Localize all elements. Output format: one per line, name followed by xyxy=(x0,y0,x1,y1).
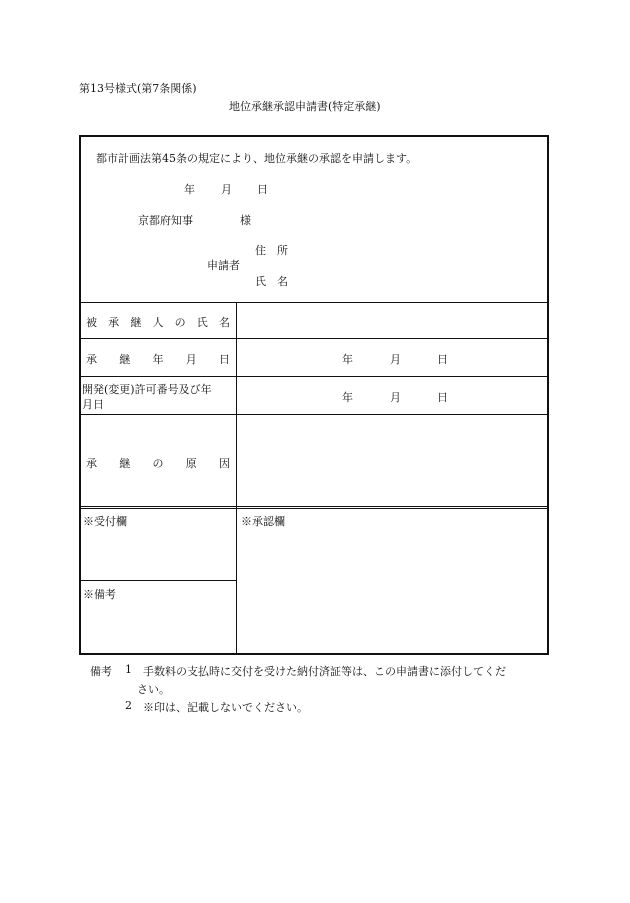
permit-label-line1: 開発(変更)許可番号及び年 xyxy=(82,383,212,396)
note-2-text: ※印は、記載しないでください。 xyxy=(143,701,308,714)
note-1-number: 1 xyxy=(125,663,132,676)
predecessor-name-label: 被 承 継 人 の 氏 名 xyxy=(86,316,230,329)
succession-day-label: 日 xyxy=(437,353,448,366)
divider-applicant-section xyxy=(80,302,548,303)
divider-row-4-double xyxy=(80,508,548,509)
date-month-label: 月 xyxy=(221,183,232,196)
addressee-honorific: 様 xyxy=(240,214,251,227)
date-day-label: 日 xyxy=(257,183,268,196)
permit-label-line2: 月日 xyxy=(82,398,104,411)
notes-label: 備考 xyxy=(90,665,112,678)
date-year-label: 年 xyxy=(184,183,195,196)
divider-row-2 xyxy=(80,376,548,377)
form-title: 地位承継承認申請書(特定承継) xyxy=(229,100,381,113)
divider-row-3 xyxy=(80,414,548,415)
permit-year-label: 年 xyxy=(342,391,353,404)
divider-row-1 xyxy=(80,338,548,339)
succession-cause-label: 承 継 の 原 因 xyxy=(86,457,230,470)
name-label: 氏 名 xyxy=(255,275,288,288)
divider-reception-remarks xyxy=(80,580,236,581)
note-1-text: 手数料の支払時に交付を受けた納付済証等は、この申請書に添付してくだ xyxy=(143,665,506,678)
permit-day-label: 日 xyxy=(437,391,448,404)
approval-box-label: ※承認欄 xyxy=(241,515,285,528)
note-1-text-cont: さい。 xyxy=(137,683,170,696)
succession-month-label: 月 xyxy=(390,353,401,366)
note-2-number: 2 xyxy=(125,699,132,712)
reception-box-label: ※受付欄 xyxy=(83,515,127,528)
divider-row-4 xyxy=(80,506,548,507)
form-number: 第13号様式(第7条関係) xyxy=(79,82,197,95)
address-label: 住 所 xyxy=(255,244,288,257)
succession-year-label: 年 xyxy=(342,353,353,366)
succession-date-label: 承 継 年 月 日 xyxy=(86,353,230,366)
remarks-box-label: ※備考 xyxy=(83,588,116,601)
application-statement: 都市計画法第45条の規定により、地位承継の承認を申請します。 xyxy=(96,152,418,165)
permit-month-label: 月 xyxy=(390,391,401,404)
column-divider xyxy=(236,303,237,654)
addressee: 京都府知事 xyxy=(138,214,193,227)
applicant-label: 申請者 xyxy=(207,259,240,272)
